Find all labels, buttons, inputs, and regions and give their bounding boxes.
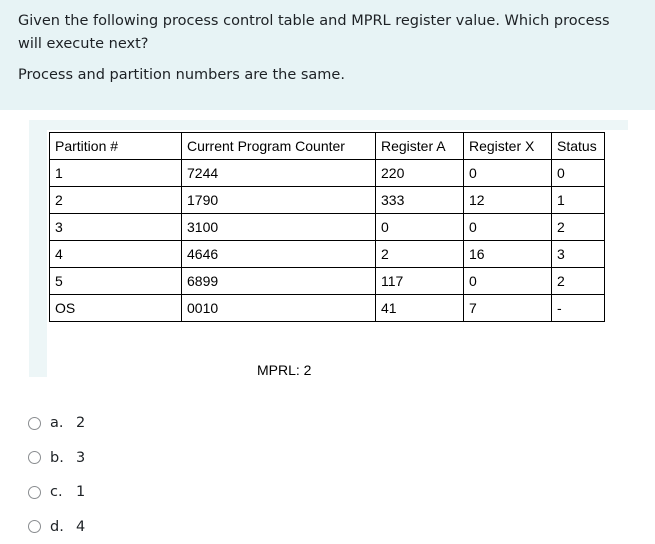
table-cell: 12 <box>464 187 552 214</box>
table-cell: 0 <box>376 214 464 241</box>
table-cell: 1 <box>50 160 182 187</box>
option-a[interactable] <box>28 406 85 441</box>
table-cell: 1790 <box>182 187 376 214</box>
table-cell: 5 <box>50 268 182 295</box>
table-cell: 3 <box>552 241 605 268</box>
radio-button[interactable] <box>28 417 41 430</box>
process-table-image <box>29 120 628 377</box>
table-header-cell: Register A <box>376 133 464 160</box>
table-cell: 2 <box>50 187 182 214</box>
table-row <box>50 295 605 322</box>
table-row <box>50 187 605 214</box>
table-header-cell: Register X <box>464 133 552 160</box>
table-cell: 4 <box>50 241 182 268</box>
table-header-cell: Status <box>552 133 605 160</box>
table-cell: 0 <box>464 268 552 295</box>
answer-options <box>28 406 85 544</box>
table-cell: 3100 <box>182 214 376 241</box>
option-c[interactable] <box>28 475 85 510</box>
table-cell: 2 <box>552 214 605 241</box>
table-row <box>50 214 605 241</box>
table-cell: 41 <box>376 295 464 322</box>
table-cell: 0010 <box>182 295 376 322</box>
option-letter: b. <box>50 450 76 466</box>
option-letter: c. <box>50 484 76 500</box>
table-cell: 220 <box>376 160 464 187</box>
table-cell: 0 <box>552 160 605 187</box>
option-letter: d. <box>50 519 76 535</box>
question-text: Given the following process control table and MPRL register value. Which process will execute next? <box>18 10 618 56</box>
option-letter: a. <box>50 415 76 431</box>
table-header-row <box>50 133 605 160</box>
option-b[interactable] <box>28 441 85 476</box>
table-header-cell: Current Program Counter <box>182 133 376 160</box>
option-value: 4 <box>76 519 85 535</box>
option-d[interactable] <box>28 510 85 544</box>
table-cell: 16 <box>464 241 552 268</box>
mprl-label: MPRL: 2 <box>257 362 311 378</box>
process-control-table <box>49 132 605 322</box>
table-header-cell: Partition # <box>50 133 182 160</box>
table-row <box>50 241 605 268</box>
table-cell: 117 <box>376 268 464 295</box>
option-value: 3 <box>76 450 85 466</box>
question-note: Process and partition numbers are the same. <box>18 64 637 87</box>
table-row <box>50 160 605 187</box>
table-cell: 2 <box>552 268 605 295</box>
radio-button[interactable] <box>28 451 41 464</box>
table-cell: OS <box>50 295 182 322</box>
table-cell: 7244 <box>182 160 376 187</box>
table-cell: 7 <box>464 295 552 322</box>
process-table-image-canvas <box>47 130 628 377</box>
table-cell: 2 <box>376 241 464 268</box>
table-cell: 0 <box>464 214 552 241</box>
table-cell: 3 <box>50 214 182 241</box>
table-cell: 1 <box>552 187 605 214</box>
radio-button[interactable] <box>28 520 41 533</box>
table-cell: 6899 <box>182 268 376 295</box>
table-cell: 0 <box>464 160 552 187</box>
table-cell: - <box>552 295 605 322</box>
table-cell: 333 <box>376 187 464 214</box>
table-cell: 4646 <box>182 241 376 268</box>
question-text-box <box>0 0 655 110</box>
radio-button[interactable] <box>28 486 41 499</box>
option-value: 1 <box>76 484 85 500</box>
option-value: 2 <box>76 415 85 431</box>
table-row <box>50 268 605 295</box>
